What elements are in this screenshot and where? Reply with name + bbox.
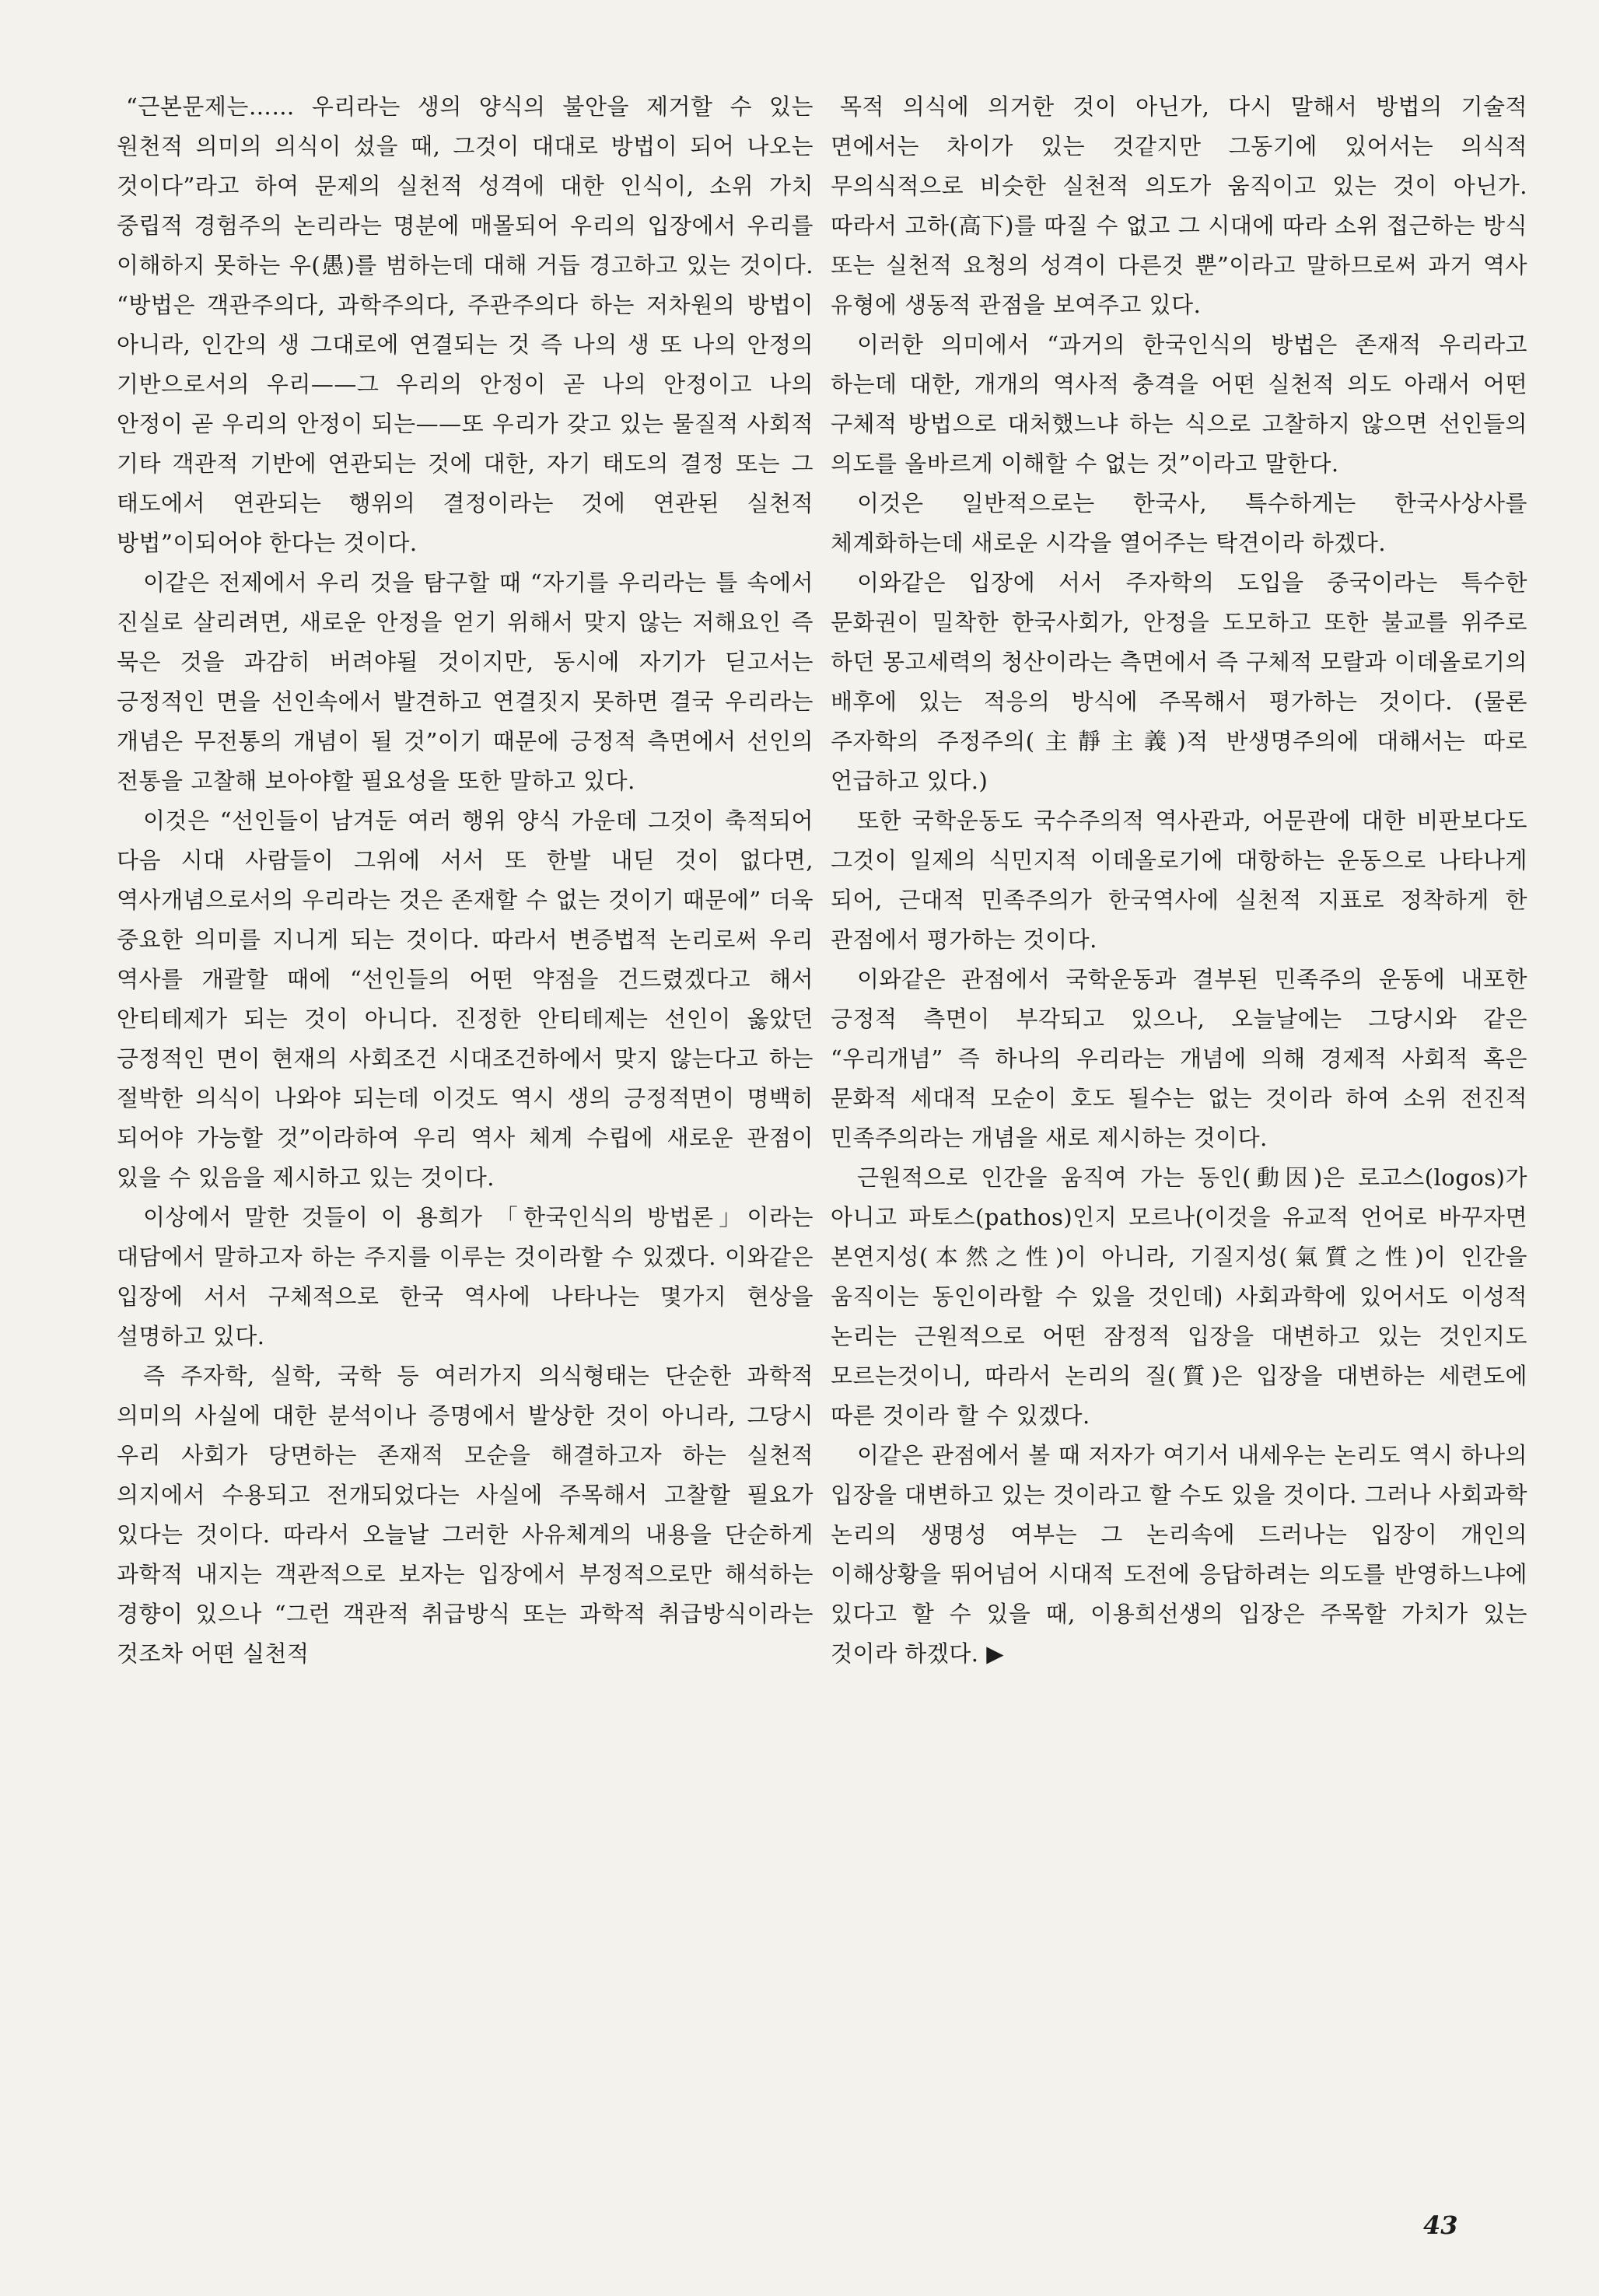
paragraph-left-2: 이같은 전제에서 우리 것을 탐구할 때 “자기를 우리라는 틀 속에서 진실로 살리려면, 새로운 안정을 얻기 위해서 맞지 않는 저해요인 즉 묵은 것을 과감히 버려야될 것이지만, 동시에 자기가 딛고서는 긍정적인 면을 선인속에서 발견하고 연결짓지 못하면 결국 우리라는 개념은 무전통의 개념이 될 것”이기 때문에 긍정적 측면에서 선인의 전통을 고찰해 보아야할 필요성을 또한 말하고 있다. bbox=[117, 569, 813, 794]
paragraph-left-5: 즉 주자학, 실학, 국학 등 여러가지 의식형태는 단순한 과학적 의미의 사실에 대한 분석이나 증명에서 발상한 것이 아니라, 그당시 우리 사회가 당면하는 존재적 모순을 해결하고자 하는 실천적 의지에서 수용되고 전개되었다는 사실에 주목해서 고찰할 필요가 있다는 것이다. 따라서 오늘날 그러한 사유체계의 내용을 단순하게 과학적 내지는 객관적으로 보자는 입장에서 부정적으로만 해석하는 경향이 있으나 “그런 객관적 취급방식 또는 과학적 취급방식이라는 것조차 어떤 실천적 bbox=[117, 1363, 813, 1667]
paragraph-right-1: 목적 의식에 의거한 것이 아닌가, 다시 말해서 방법의 기술적 면에서는 차이가 있는 것같지만 그동기에 있어서는 의식적 무의식적으로 비슷한 실천적 의도가 움직이고 있는 것이 아닌가. 따라서 고하(高下)를 따질 수 없고 그 시대에 따라 소위 접근하는 방식 또는 실천적 요청의 성격이 다른것 뿐”이라고 말하므로써 과거 역사 유형에 생동적 관점을 보여주고 있다. bbox=[831, 93, 1527, 318]
right-text-column bbox=[831, 87, 1527, 1674]
paragraph-left-4: 이상에서 말한 것들이 이 용희가 「한국인식의 방법론」이라는 대담에서 말하고자 하는 주지를 이루는 것이라할 수 있겠다. 이와같은 입장에 서서 구체적으로 한국 역사에 나타나는 몇가지 현상을 설명하고 있다. bbox=[117, 1204, 813, 1349]
paragraph-right-7: 근원적으로 인간을 움직여 가는 동인(動因)은 로고스(logos)가 아니고 파토스(pathos)인지 모르나(이것을 유교적 언어로 바꾸자면 본연지성(本然之性)이 아니라, 기질지성(氣質之性)이 인간을 움직이는 동인이라할 수 있을 것인데) 사회과학에 있어서도 이성적 논리는 근원적으로 어떤 잠정적 입장을 대변하고 있는 것인지도 모르는것이니, 따라서 논리의 질(質)은 입장을 대변하는 세련도에 따른 것이라 할 수 있겠다. bbox=[831, 1164, 1527, 1429]
paragraph-left-1: “근본문제는…… 우리라는 생의 양식의 불안을 제거할 수 있는 원천적 의미의 의식이 섰을 때, 그것이 대대로 방법이 되어 나오는 것이다”라고 하여 문제의 실천적 성격에 대한 인식이, 소위 가치 중립적 경험주의 논리라는 명분에 매몰되어 우리의 입장에서 우리를 이해하지 못하는 우(愚)를 범하는데 대해 거듭 경고하고 있는 것이다. “방법은 객관주의다, 과학주의다, 주관주의다 하는 저차원의 방법이 아니라, 인간의 생 그대로에 연결되는 것 즉 나의 생 또 나의 안정의 기반으로서의 우리——그 우리의 안정이 곧 나의 안정이고 나의 안정이 곧 우리의 안정이 되는——또 우리가 갖고 있는 물질적 사회적 기타 객관적 기반에 연관되는 것에 대한, 자기 태도의 결정 또는 그 태도에서 연관되는 행위의 결정이라는 것에 연관된 실천적 방법”이되어야 한다는 것이다. bbox=[117, 93, 813, 556]
left-text-column bbox=[117, 87, 813, 1674]
paragraph-right-5: 또한 국학운동도 국수주의적 역사관과, 어문관에 대한 비판보다도 그것이 일제의 식민지적 이데올로기에 대항하는 운동으로 나타나게 되어, 근대적 민족주의가 한국역사에 실천적 지표로 정착하게 한 관점에서 평가하는 것이다. bbox=[831, 807, 1527, 953]
column-gutter bbox=[809, 86, 810, 2186]
paragraph-right-2: 이러한 의미에서 “과거의 한국인식의 방법은 존재적 우리라고 하는데 대한, 개개의 역사적 충격을 어떤 실천적 의도 아래서 어떤 구체적 방법으로 대처했느냐 하는 식으로 고찰하지 않으면 선인들의 의도를 올바르게 이해할 수 없는 것”이라고 말한다. bbox=[831, 331, 1527, 477]
paragraph-left-3: 이것은 “선인들이 남겨둔 여러 행위 양식 가운데 그것이 축적되어 다음 시대 사람들이 그위에 서서 또 한발 내딛 것이 없다면, 역사개념으로서의 우리라는 것은 존재할 수 없는 것이기 때문에” 더욱 중요한 의미를 지니게 되는 것이다. 따라서 변증법적 논리로써 우리 역사를 개괄할 때에 “선인들의 어떤 약점을 건드렸겠다고 해서 안티테제가 되는 것이 아니다. 진정한 안티테제는 선인이 옳았던 긍정적인 면이 현재의 사회조건 시대조건하에서 맞지 않는다고 하는 절박한 의식이 나와야 되는데 이것도 역시 생의 긍정적면이 명백히 되어야 가능할 것”이라하여 우리 역사 체계 수립에 새로운 관점이 있을 수 있음을 제시하고 있는 것이다. bbox=[117, 807, 813, 1191]
paragraph-right-3: 이것은 일반적으로는 한국사, 특수하게는 한국사상사를 체계화하는데 새로운 시각을 열어주는 탁견이라 하겠다. bbox=[831, 490, 1527, 556]
paragraph-right-8: 이같은 관점에서 볼 때 저자가 여기서 내세우는 논리도 역시 하나의 입장을 대변하고 있는 것이라고 할 수도 있을 것이다. 그러나 사회과학 논리의 생명성 여부는 그 논리속에 드러나는 입장이 개인의 이해상황을 뛰어넘어 시대적 도전에 응답하려는 의도를 반영하느냐에 있다고 할 수 있을 때, 이용희선생의 입장은 주목할 가치가 있는 것이라 하겠다. ▶ bbox=[831, 1442, 1527, 1667]
paragraph-right-4: 이와같은 입장에 서서 주자학의 도입을 중국이라는 특수한 문화권이 밀착한 한국사회가, 안정을 도모하고 또한 불교를 위주로 하던 몽고세력의 청산이라는 측면에서 즉 구체적 모랄과 이데올로기의 배후에 있는 적응의 방식에 주목해서 평가하는 것이다. (물론 주자학의 주정주의(主靜主義)적 반생명주의에 대해서는 따로 언급하고 있다.) bbox=[831, 569, 1527, 794]
page-number: 43 bbox=[1423, 2210, 1458, 2240]
paragraph-right-6: 이와같은 관점에서 국학운동과 결부된 민족주의 운동에 내포한 긍정적 측면이 부각되고 있으나, 오늘날에는 그당시와 같은 “우리개념” 즉 하나의 우리라는 개념에 의해 경제적 사회적 혹은 문화적 세대적 모순이 호도 될수는 없는 것이라 하여 소위 전진적 민족주의라는 개념을 새로 제시하는 것이다. bbox=[831, 966, 1527, 1151]
